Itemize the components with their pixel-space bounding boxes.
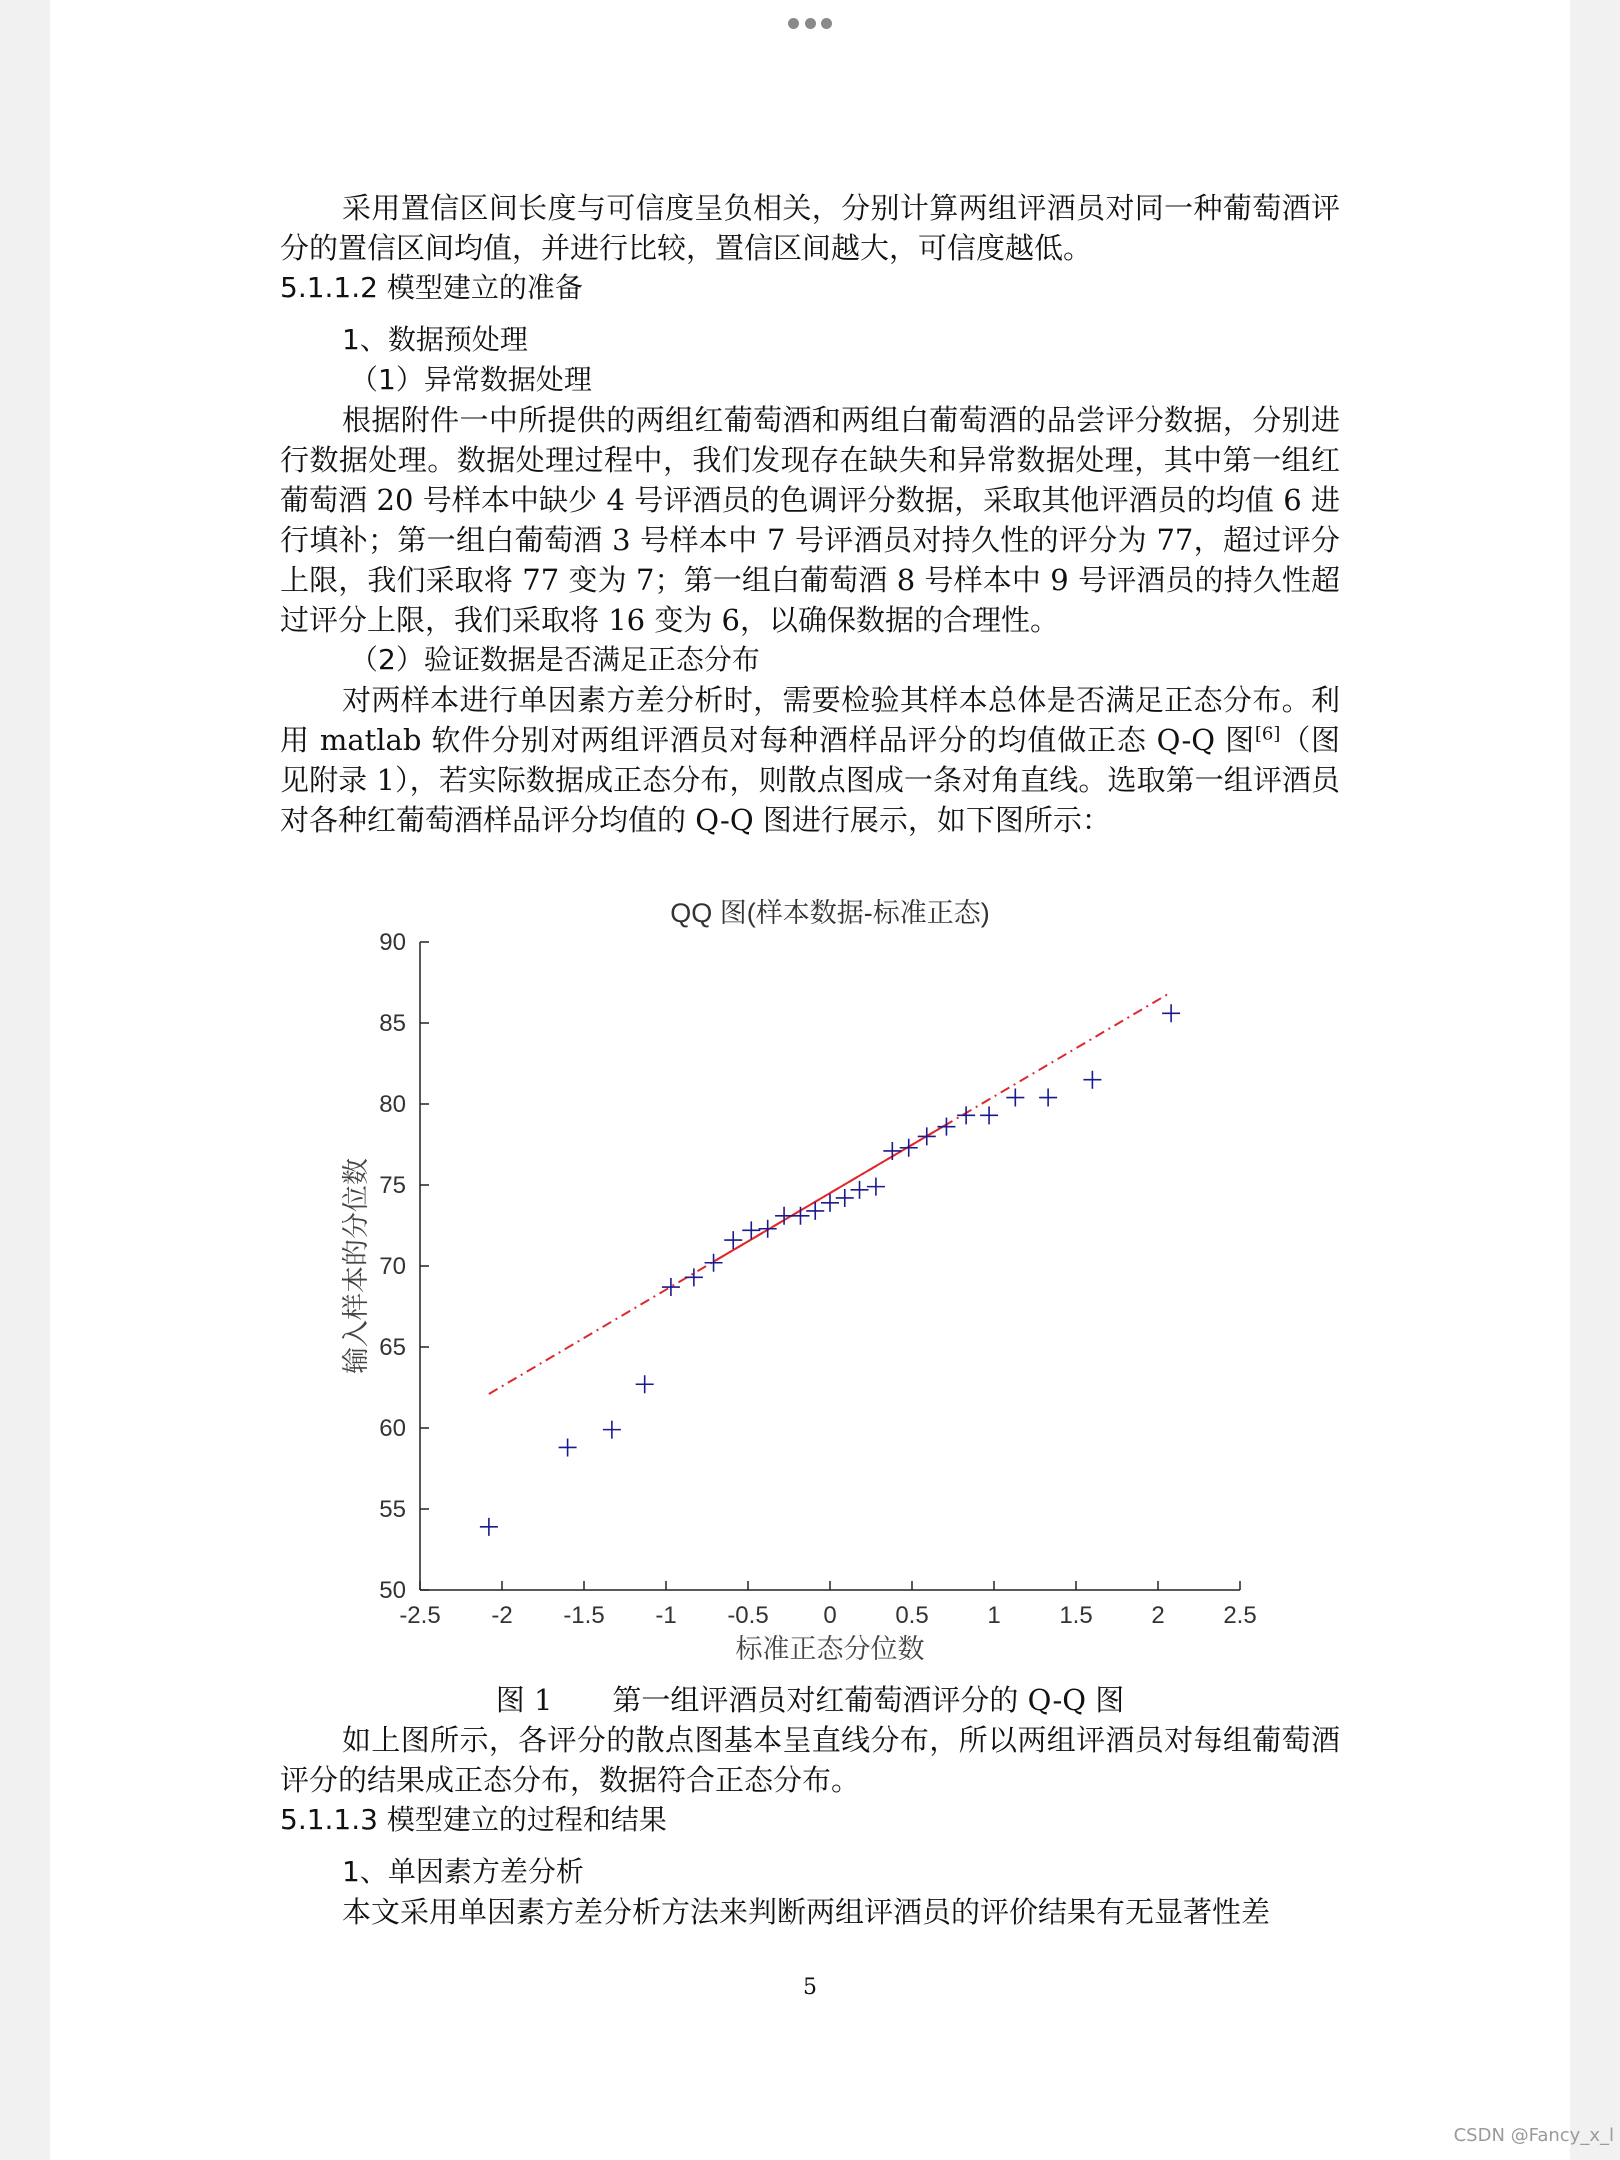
dot (788, 18, 799, 29)
subheading-normality: （2）验证数据是否满足正态分布 (350, 643, 760, 676)
data-point (759, 1220, 777, 1238)
data-point (918, 1127, 936, 1145)
subheading-preprocess: 1、数据预处理 (342, 323, 528, 356)
y-tick-label: 75 (379, 1172, 406, 1199)
normality-text-b: （图见附录 1），若实际数据成正态分布，则散点图成一条对角直线。选取第一组评酒员对各种红葡萄酒样品评分均值的 Q-Q 图进行展示，如下图所示： (280, 723, 1340, 837)
x-tick-label: -2 (491, 1602, 513, 1629)
x-tick-label: 0.5 (895, 1602, 929, 1629)
x-tick-label: -1 (655, 1602, 677, 1629)
dot (805, 18, 816, 29)
section-lower (280, 1720, 1340, 1932)
x-tick-label: 1 (987, 1602, 1001, 1629)
data-point (980, 1106, 998, 1124)
subheading-abnormal-data: （1）异常数据处理 (350, 363, 592, 396)
y-tick-label: 70 (379, 1253, 406, 1280)
x-tick-label: -2.5 (399, 1602, 441, 1629)
x-tick-label: 2.5 (1223, 1602, 1257, 1629)
caption-label: 图 1 (495, 1683, 553, 1717)
data-point (883, 1142, 901, 1160)
x-tick-label: 2 (1151, 1602, 1165, 1629)
y-tick-label: 85 (379, 1010, 406, 1037)
data-point (775, 1207, 793, 1225)
y-tick-label: 55 (379, 1496, 406, 1523)
data-point (900, 1139, 918, 1157)
y-tick-label: 65 (379, 1334, 406, 1361)
page-number: 5 (803, 1975, 817, 2000)
y-axis-label: 输入样本的分位数 (341, 1158, 371, 1374)
qq-plot (320, 890, 1280, 1670)
y-tick-label: 50 (379, 1577, 406, 1604)
normality-text-a: 对两样本进行单因素方差分析时，需要检验其样本总体是否满足正态分布。利用 matlab 软件分别对两组评酒员对每种酒样品评分的均值做正态 Q-Q 图 (280, 683, 1340, 757)
x-tick-label: 0 (823, 1602, 837, 1629)
data-point (662, 1278, 680, 1296)
subheading-anova: 1、单因素方差分析 (342, 1855, 584, 1888)
x-axis-label: 标准正态分位数 (735, 1634, 925, 1664)
y-tick-label: 90 (379, 929, 406, 956)
paragraph-normality (280, 680, 1340, 840)
paragraph-abnormal-data: 根据附件一中所提供的两组红葡萄酒和两组白葡萄酒的品尝评分数据，分别进行数据处理。数据处理过程中，我们发现存在缺失和异常数据处理，其中第一组红葡萄酒 20 号样本中缺少 4 号评酒员的色调评分数据，采取其他评酒员的均值 6 进行填补；第一组白葡萄酒 3 号样本中 7 号评酒员对持久性的评分为 77，超过评分上限，我们采取将 77 变为 7；第一组白葡萄酒 8 号样本中 9 号评酒员的持久性超过评分上限，我们采取将 16 变为 6，以确保数据的合理性。 (280, 403, 1340, 637)
data-point (480, 1518, 498, 1536)
data-point (957, 1106, 975, 1124)
x-tick-label: -0.5 (727, 1602, 769, 1629)
data-point (685, 1268, 703, 1286)
chart-title: QQ 图(样本数据-标准正态) (670, 898, 990, 928)
data-point (636, 1375, 654, 1393)
data-point (559, 1438, 577, 1456)
heading-5112: 5.1.1.2 模型建立的准备 (280, 271, 583, 304)
data-point (1083, 1071, 1101, 1089)
y-tick-label: 80 (379, 1091, 406, 1118)
data-point (851, 1181, 869, 1199)
section-upper (280, 188, 1340, 840)
data-point (705, 1254, 723, 1272)
data-point (867, 1178, 885, 1196)
data-point (791, 1207, 809, 1225)
paragraph-result: 如上图所示，各评分的散点图基本呈直线分布，所以两组评酒员对每组葡萄酒评分的结果成正态分布，数据符合正态分布。 (280, 1723, 1340, 1797)
dot (821, 18, 832, 29)
data-point (1006, 1089, 1024, 1107)
data-point (1162, 1004, 1180, 1022)
reference-line-solid (714, 1125, 947, 1262)
data-point (836, 1189, 854, 1207)
paragraph-intro: 采用置信区间长度与可信度呈负相关，分别计算两组评酒员对同一种葡萄酒评分的置信区间均值，并进行比较，置信区间越大，可信度越低。 (280, 191, 1340, 265)
x-tick-label: -1.5 (563, 1602, 605, 1629)
heading-5113: 5.1.1.3 模型建立的过程和结果 (280, 1803, 667, 1836)
figure-caption (280, 1680, 1340, 1720)
caption-text: 第一组评酒员对红葡萄酒评分的 Q-Q 图 (612, 1683, 1125, 1717)
more-dots-icon[interactable] (788, 16, 832, 30)
citation-ref[interactable]: [6] (1254, 723, 1281, 745)
x-tick-label: 1.5 (1059, 1602, 1093, 1629)
data-point (937, 1118, 955, 1136)
data-point (603, 1421, 621, 1439)
y-tick-label: 60 (379, 1415, 406, 1442)
paragraph-anova: 本文采用单因素方差分析方法来判断两组评酒员的评价结果有无显著性差 (342, 1895, 1271, 1929)
data-point (1039, 1089, 1057, 1107)
watermark: CSDN @Fancy_x_l (1453, 2125, 1614, 2146)
